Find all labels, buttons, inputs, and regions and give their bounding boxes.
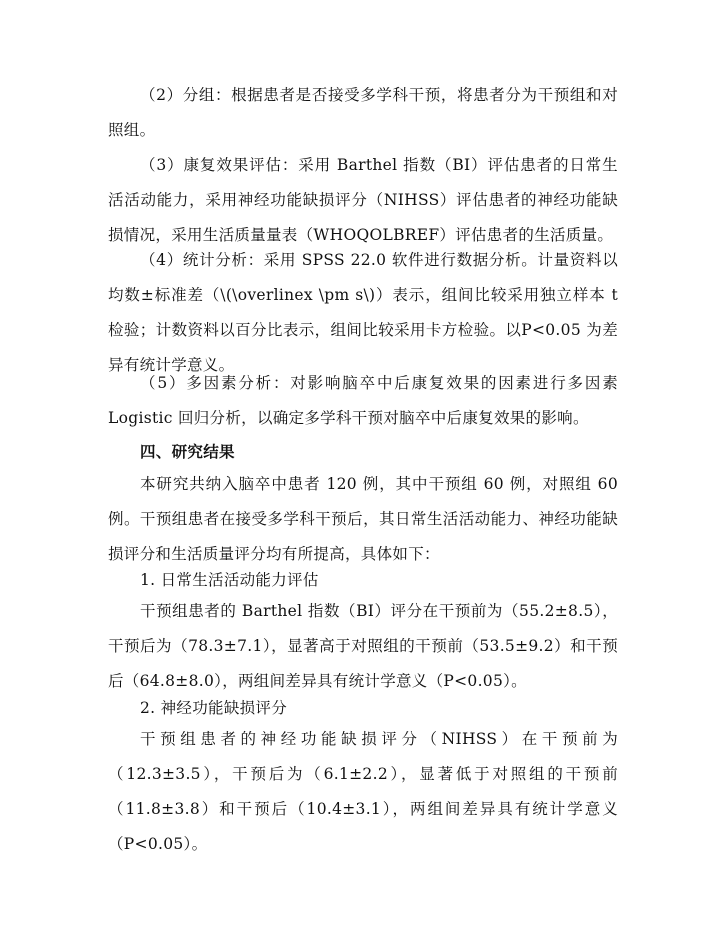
paragraph-multifactor: （5）多因素分析：对影响脑卒中后康复效果的因素进行多因素 Logistic 回归分析，以确定多学科干预对脑卒中后康复效果的影响。 bbox=[108, 374, 618, 427]
paragraph-statistics: （4）统计分析：采用 SPSS 22.0 软件进行数据分析。计量资料以均数±标准差（\(\overlinex \pm s\)）表示，组间比较采用独立样本 t 检验；计数资料以百分比表示，组间比较采用卡方检验。以P<0.05 为差异有统计学意义。 bbox=[108, 251, 618, 374]
subheading-daily-living: 1. 日常生活活动能力评估 bbox=[140, 571, 319, 589]
paragraph-nihss-results: 干预组患者的神经功能缺损评分（NIHSS）在干预前为（12.3±3.5），干预后为（6.1±2.2），显著低于对照组的干预前（11.8±3.8）和干预后（10.4±3.1），两组间差异具有统计学意义（P<0.05）。 bbox=[108, 730, 618, 853]
subheading-nihss: 2. 神经功能缺损评分 bbox=[140, 699, 288, 717]
paragraph-grouping: （2）分组：根据患者是否接受多学科干预，将患者分为干预组和对照组。 bbox=[108, 86, 618, 139]
section-heading-results: 四、研究结果 bbox=[140, 442, 235, 461]
paragraph-results-intro: 本研究共纳入脑卒中患者 120 例，其中干预组 60 例，对照组 60 例。干预组患者在接受多学科干预后，其日常生活活动能力、神经功能缺损评分和生活质量评分均有所提高，具体如下： bbox=[108, 475, 618, 563]
paragraph-barthel-results: 干预组患者的 Barthel 指数（BI）评分在干预前为（55.2±8.5），干预后为（78.3±7.1），显著高于对照组的干预前（53.5±9.2）和干预后（64.8±8.0），两组间差异具有统计学意义（P<0.05）。 bbox=[108, 602, 618, 690]
paragraph-rehab-assessment: （3）康复效果评估：采用 Barthel 指数（BI）评估患者的日常生活活动能力，采用神经功能缺损评分（NIHSS）评估患者的神经功能缺损情况，采用生活质量量表（WHOQOLBREF）评估患者的生活质量。 bbox=[108, 156, 618, 244]
